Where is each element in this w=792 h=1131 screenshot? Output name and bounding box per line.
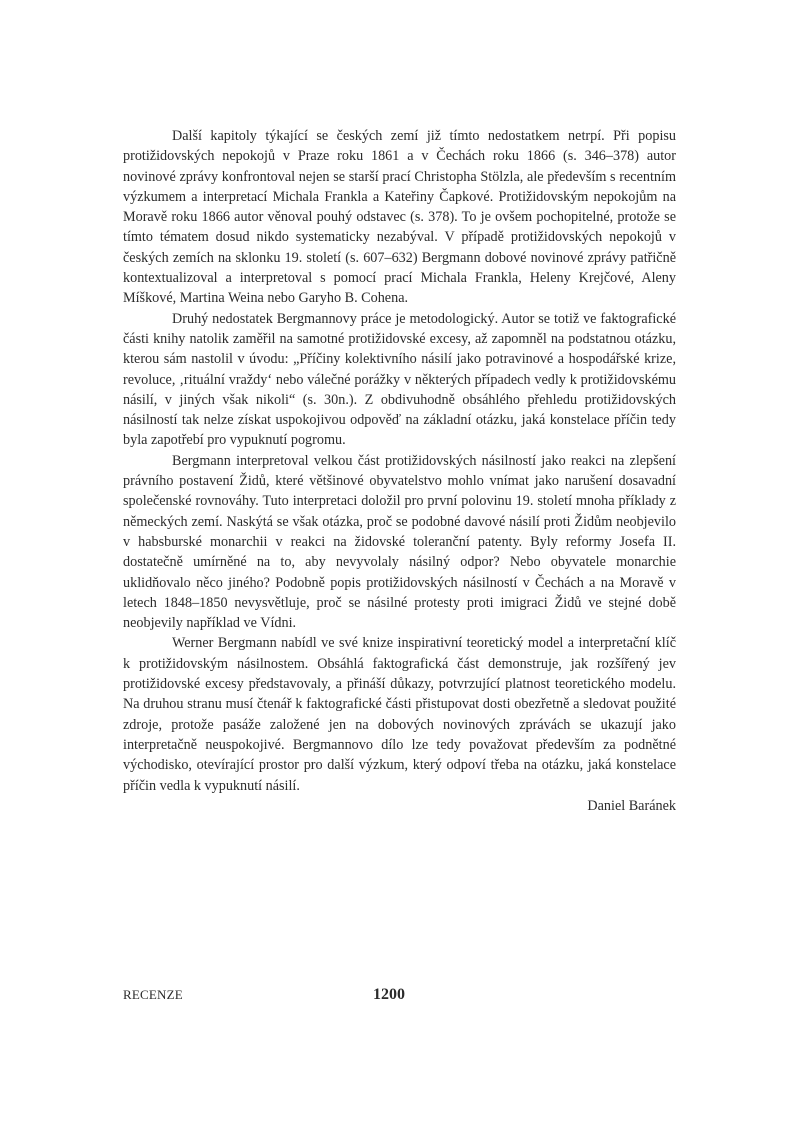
section-label: RECENZE	[123, 987, 183, 1002]
paragraph: Druhý nedostatek Bergmannovy práce je metodologický. Autor se totiž ve faktografické části knihy natolik zaměřil na samotné protižidovské excesy, až zapomněl na podstatnou otázku, kterou sám nastolil v úvodu: „Příčiny kolektivního násilí jako potravinové a hospodářské krize, revoluce, ‚rituální vraždy‘ nebo válečné porážky v některých případech vedly k protižidovskému násilí, v jiných však nikoli“ (s. 30n.). Z obdivuhodně obsáhlého přehledu protižidovských násilností tak nelze získat uspokojivou odpověď na základní otázku, jaká konstelace příčin tedy byla zapotřebí pro vypuknutí pogromu.	[123, 310, 676, 449]
page-number: 1200	[373, 986, 405, 1003]
author-signature: Daniel Baránek	[587, 797, 676, 814]
article-body	[123, 126, 676, 816]
paragraph: Bergmann interpretoval velkou část protižidovských násilností jako reakci na zlepšení právního postavení Židů, které většinové obyvatelstvo mohlo vnímat jako narušení dosavadní společenské rovnováhy. Tuto interpretaci doložil pro první polovinu 19. století mnoha příklady z německých zemí. Naskýtá se však otázka, proč se podobné davové násilí proti Židům neobjevilo v habsburské monarchii v reakci na židovské toleranční patenty. Byly reformy Josefa II. dostatečně umírněné na to, aby nevyvolaly násilný odpor? Nebo obyvatele monarchie uklidňovalo něco jiného? Podobně popis protižidovských násilností v Čechách a na Moravě v letech 1848–1850 nevysvětluje, proč se násilné protesty proti imigraci Židů ve stejné době neobjevily například ve Vídni.	[123, 452, 676, 632]
paragraph: Werner Bergmann nabídl ve své knize inspirativní teoretický model a interpretační klíč k protižidovským násilnostem. Obsáhlá faktografická část demonstruje, jak rozšířený jev protižidovské excesy představovaly, a přináší důkazy, potvrzující platnost teoretického modelu. Na druhou stranu musí čtenář k faktografické části přistupovat dosti obezřetně a sledovat použité zdroje, protože pasáže založené jen na dobových novinových zprávách se ukazují jako interpretačně neuspokojivé. Bergmannovo dílo lze tedy považovat především za podnětné východisko, otevírající prostor pro další výzkum, který odpoví třeba na otázku, jaká konstelace příčin vedla k vypuknutí násilí.	[123, 635, 676, 794]
paragraph: Další kapitoly týkající se českých zemí již tímto nedostatkem netrpí. Při popisu protižidovských nepokojů v Praze roku 1861 a v Čechách roku 1866 (s. 346–378) autor novinové zprávy konfrontoval nejen se starší prací Christopha Stölzla, ale především s recentním výzkumem a interpretací Michala Frankla a Kateřiny Čapkové. Protižidovským nepokojům na Moravě roku 1866 autor věnoval pouhý odstavec (s. 378). To je ovšem pochopitelné, protože se tímto tématem dosud nikdo systematicky nezabýval. V případě protižidovských nepokojů v českých zemích na sklonku 19. století (s. 607–632) Bergmann dobové novinové zprávy patřičně kontextualizoval a interpretoval s pomocí prací Michala Frankla, Heleny Krejčové, Aleny Míškové, Martina Weina nebo Garyho B. Cohena.	[123, 128, 676, 307]
